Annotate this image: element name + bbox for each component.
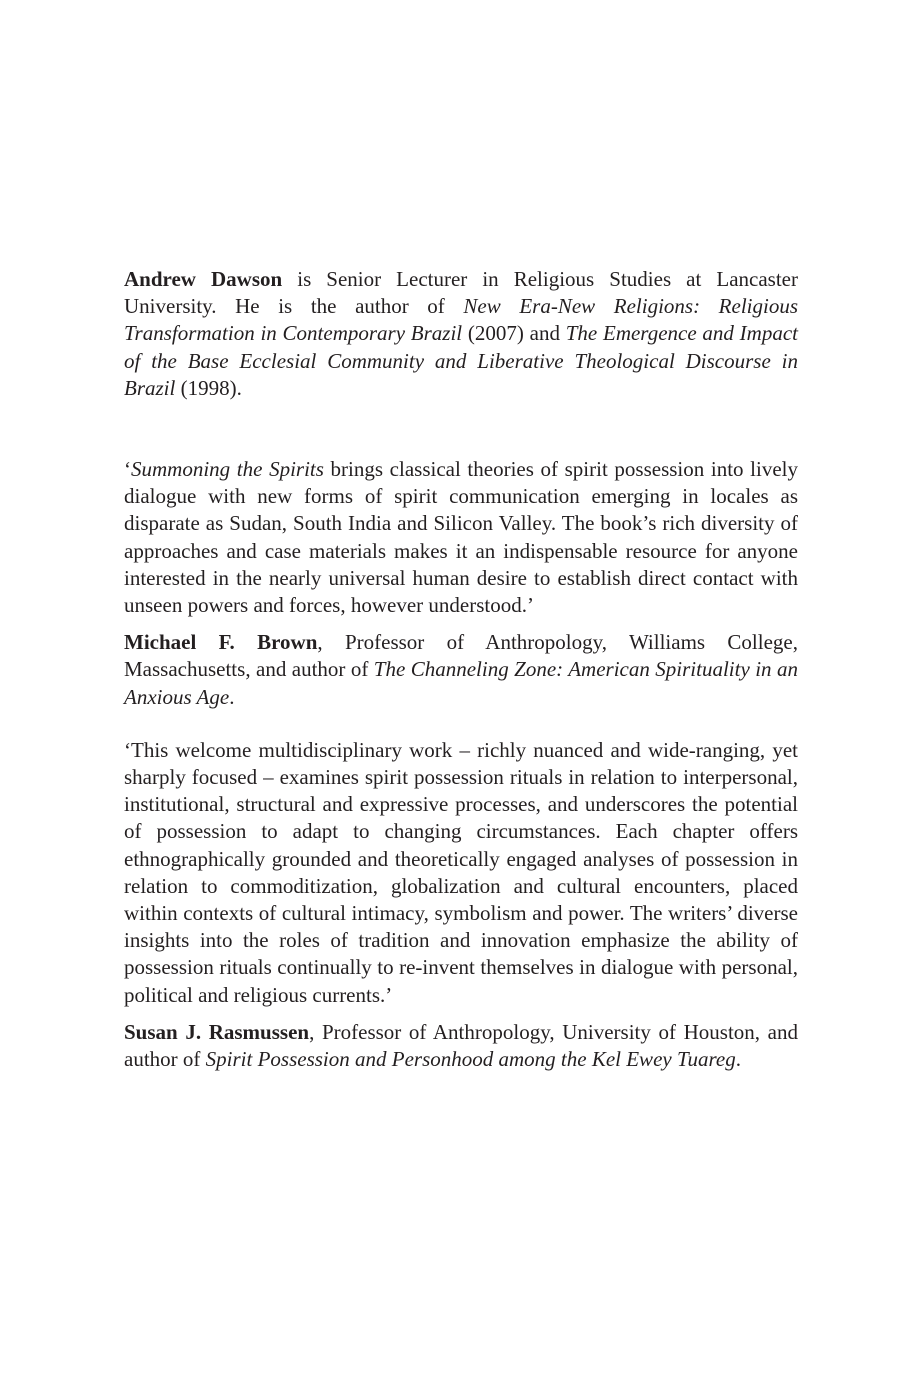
endorser-name: Michael F. Brown: [124, 630, 318, 655]
quote-text: ‘This welcome multidisciplinary work – richly nuanced and wide-ranging, yet sharply focused – examines spirit possession rituals in relation to interpersonal, institutional, structural and expressive processes, and underscores the potential of possession to adapt to changing circumstances. Each chapter offers ethnographically grounded and theoretically engaged analyses of possession in relation to commoditization, globalization and cultural encounters, placed within contexts of cultural intimacy, symbolism and power. The writers’ diverse insights into the roles of tradition and innovation emphasize the ability of possession rituals continually to re-invent themselves in dialogue with personal, political and religious currents.’: [124, 737, 798, 1007]
endorsement-attribution: [124, 1019, 798, 1073]
endorser-book-title: The Channeling Zone: American Spirituality in an Anxious Age: [124, 657, 798, 709]
quoted-book-title: Summoning the Spirits: [131, 457, 324, 482]
endorser-affiliation: , Professor of Anthropology, Williams College, Massachusetts, and author of: [124, 630, 798, 682]
endorsement-attribution: [124, 629, 798, 711]
endorser-name: Susan J. Rasmussen: [124, 1019, 310, 1044]
endorsement-quote: [124, 737, 798, 1009]
author-bio-text: (1998).: [175, 375, 242, 400]
author-book-title: New Era-New Religions: Religious Transformation in Contemporary Brazil: [124, 294, 798, 346]
author-bio-text: is Senior Lecturer in Religious Studies at Lancaster University. He is the author of: [124, 267, 798, 319]
author-bio: [124, 266, 798, 402]
attribution-end: .: [735, 1047, 741, 1072]
endorser-book-title: Spirit Possession and Personhood among the Kel Ewey Tuareg: [205, 1047, 736, 1072]
author-bio-text: (2007) and: [462, 321, 566, 346]
endorsement-quote: [124, 456, 798, 619]
quote-mark: ‘: [124, 457, 131, 482]
author-book-title: The Emergence and Impact of the Base Ecclesial Community and Liberative Theological Discourse in Brazil: [124, 321, 798, 400]
endorser-affiliation: , Professor of Anthropology, University of Houston, and author of: [124, 1019, 798, 1072]
page-content: [124, 266, 798, 1073]
author-name: Andrew Dawson: [124, 267, 283, 291]
quote-text: brings classical theories of spirit possession into lively dialogue with new forms of spirit communication emerging in locales as disparate as Sudan, South India and Silicon Valley. The book’s rich diversity of approaches and case materials makes it an indispensable resource for anyone interested in the nearly universal human desire to establish direct contact with unseen powers and forces, however understood.’: [124, 457, 799, 618]
attribution-end: .: [229, 684, 235, 709]
